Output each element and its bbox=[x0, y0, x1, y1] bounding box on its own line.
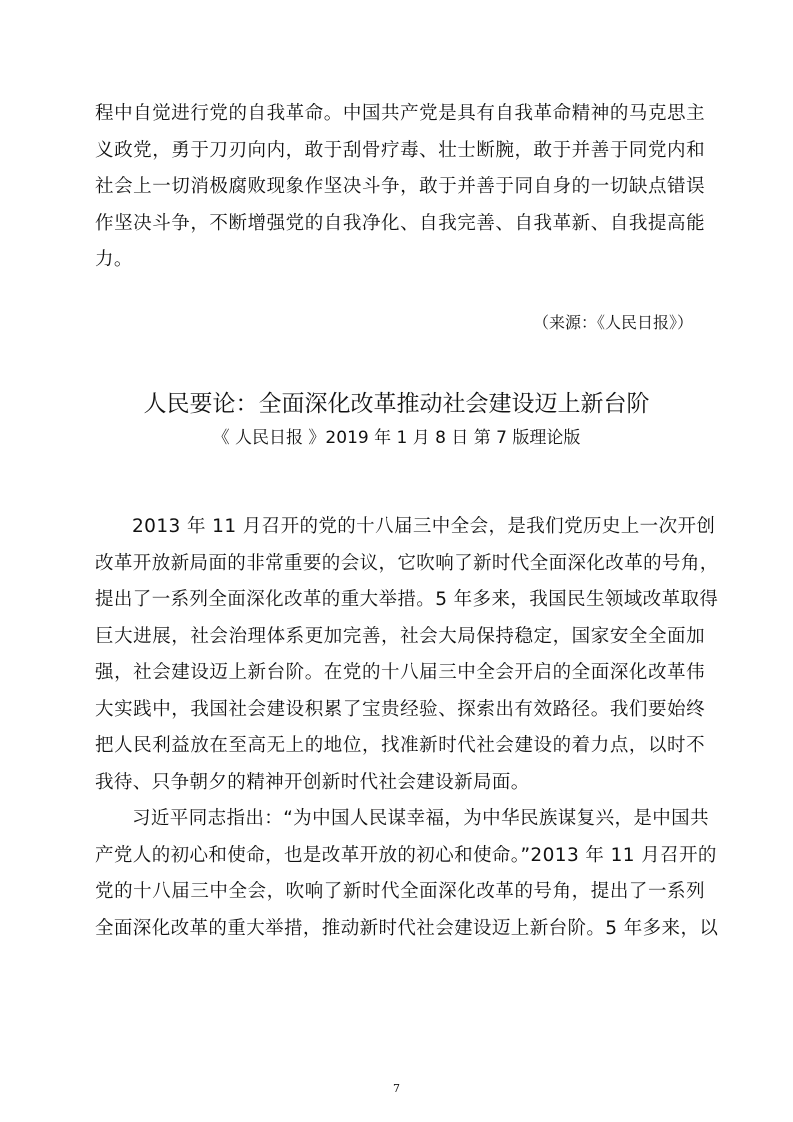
text-line: 程中自觉进行党的自我革命。中国共产党是具有自我革命精神的马克思主 bbox=[95, 103, 705, 124]
text-line: 大实践中，我国社会建设积累了宝贵经验、探索出有效路径。我们要始终 bbox=[95, 698, 705, 720]
text-line: 全面深化改革的重大举措，推动新时代社会建设迈上新台阶。5 年多来，以 bbox=[95, 917, 719, 939]
text-line: 强，社会建设迈上新台阶。在党的十八届三中全会开启的全面深化改革伟 bbox=[95, 662, 705, 683]
text-line: 习近平同志指出：“为中国人民谋幸福，为中华民族谋复兴，是中国共 bbox=[132, 808, 709, 829]
text-line: 巨大进展，社会治理体系更加完善，社会大局保持稳定，国家安全全面加 bbox=[95, 625, 705, 647]
text-line: 产党人的初心和使命，也是改革开放的初心和使命。”2013 年 11 月召开的 bbox=[95, 844, 717, 866]
article-byline: 《 人民日报 》2019 年 1 月 8 日 第 7 版理论版 bbox=[212, 428, 581, 448]
previous-paragraph bbox=[95, 96, 705, 279]
text-line: 2013 年 11 月召开的党的十八届三中全会，是我们党历史上一次开创 bbox=[132, 516, 716, 537]
text-line: 把人民利益放在至高无上的地位，找准新时代社会建设的着力点，以时不 bbox=[95, 735, 705, 756]
article-body bbox=[95, 509, 719, 947]
text-line: 改革开放新局面的非常重要的会议，它吹响了新时代全面深化改革的号角， bbox=[95, 552, 719, 574]
text-line: 力。 bbox=[95, 249, 133, 270]
text-line: 义政党，勇于刀刃向内，敢于刮骨疗毒、壮士断腕，敢于并善于同党内和 bbox=[95, 139, 705, 161]
text-line: 提出了一系列全面深化改革的重大举措。5 年多来，我国民生领域改革取得 bbox=[95, 589, 719, 610]
page-number: 7 bbox=[393, 1082, 400, 1095]
article-title: 人民要论：全面深化改革推动社会建设迈上新台阶 bbox=[143, 391, 650, 417]
text-line: 党的十八届三中全会，吹响了新时代全面深化改革的号角，提出了一系列 bbox=[95, 881, 705, 902]
text-line: 作坚决斗争，不断增强党的自我净化、自我完善、自我革新、自我提高能 bbox=[95, 212, 705, 234]
source-attribution: （来源：《人民日报》） bbox=[532, 313, 693, 332]
text-line: 我待、只争朝夕的精神开创新时代社会建设新局面。 bbox=[95, 771, 530, 793]
text-line: 社会上一切消极腐败现象作坚决斗争，敢于并善于同自身的一切缺点错误 bbox=[95, 176, 705, 197]
